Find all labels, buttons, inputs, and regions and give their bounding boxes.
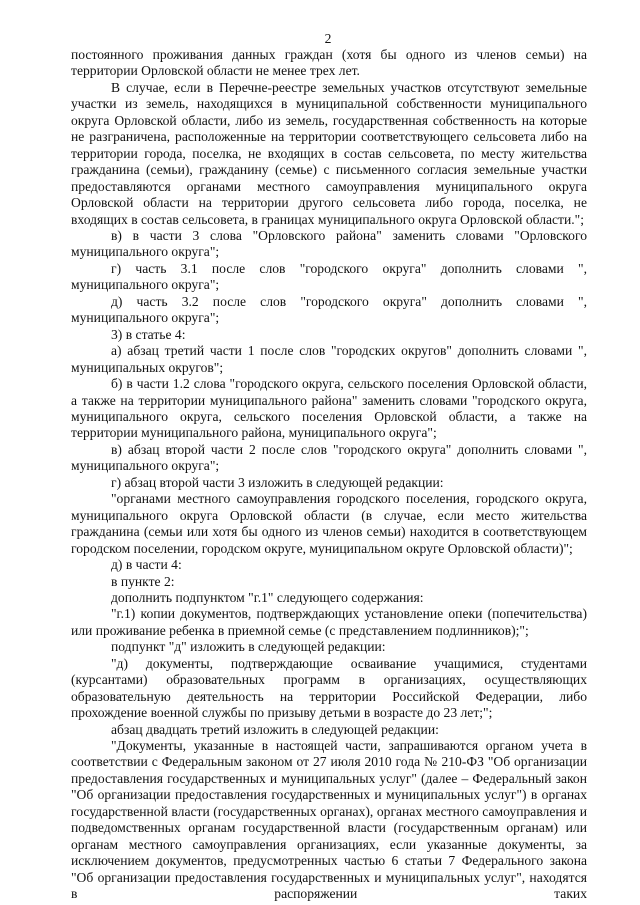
paragraph: "г.1) копии документов, подтверждающих установление опеки (попечительства) или проживание ребенка в приемной семье (с представлением подлинников);";	[71, 606, 587, 638]
paragraph: "Документы, указанные в настоящей части, запрашиваются органом учета в соответствии с Федеральным законом от 27 июля 2010 года № 210-ФЗ "Об организации предоставления государственных и муниципальных услуг" (далее – Федеральный закон "Об организации предоставления государственных и муниципальных услуг") в органах государственной власти (государственных органах), органах местного самоуправления и подведомственных органам государственной власти (государственным органам) или органам местного самоуправления организациях, если указанные документы, за исключением документов, предусмотренных частью 6 статьи 7 Федерального закона "Об организации предоставления государственных и муниципальных услуг", находятся в распоряжении таких	[71, 738, 587, 902]
paragraph: абзац двадцать третий изложить в следующей редакции:	[111, 721, 439, 737]
page-number: 2	[324, 31, 332, 46]
paragraph: д) часть 3.2 после слов "городского округа" дополнить словами ", муниципального округа";	[71, 293, 587, 326]
paragraph: б) в части 1.2 слова "городского округа, сельского поселения Орловской области, а также на территории муниципального района" заменить словами "городского округа, муниципального округа, сельского поселения Орловской области, а также на территории муниципального района, муниципального округа";	[71, 376, 587, 441]
paragraph: в пункте 2:	[111, 573, 175, 589]
paragraph: подпункт "д" изложить в следующей редакции:	[111, 639, 386, 655]
paragraph: В случае, если в Перечне-реестре земельных участков отсутствуют земельные участки из земель, находящихся в муниципальной собственности муниципального округа Орловской области, либо из земель, государственная собственность на которые не разграничена, расположенные на территории соответствующего сельсовета либо на территории города, поселка, не входящих в состав сельсовета, по месту жительства гражданина (семьи), гражданину (семье) с письменного согласия земельные участки предоставляются органами местного самоуправления муниципального округа Орловской области на территории другого сельсовета либо города, поселка, не входящих в состав сельсовета, в границах муниципального округа Орловской области.";	[71, 79, 587, 227]
paragraph: в) в части 3 слова "Орловского района" заменить словами "Орловского муниципального округа";	[71, 227, 587, 260]
paragraph: "органами местного самоуправления городского поселения, городского округа, муниципального округа Орловской области (в случае, если место жительства гражданина (семьи или хотя бы одного из членов семьи) находится в соответствующем городском поселении, городском округе, муниципальном округе Орловской области)";	[71, 491, 587, 556]
paragraph: в) абзац второй части 2 после слов "городского округа" дополнить словами ", муниципального округа";	[71, 441, 587, 474]
body-text	[71, 47, 587, 903]
paragraph: д) в части 4:	[111, 557, 182, 573]
paragraph: дополнить подпунктом "г.1" следующего содержания:	[111, 589, 424, 605]
paragraph: г) часть 3.1 после слов "городского округа" дополнить словами ", муниципального округа";	[71, 260, 587, 293]
paragraph: г) абзац второй части 3 изложить в следующей редакции:	[111, 474, 444, 490]
paragraph: "д) документы, подтверждающие осваивание учащимися, студентами (курсантами) образовательных программ в организациях, осуществляющих образовательную деятельность на территории Российской Федерации, либо прохождение военной службы по призыву детьми в возрасте до 23 лет;";	[71, 655, 587, 721]
paragraph: а) абзац третий части 1 после слов "городских округов" дополнить словами ", муниципальных округов";	[71, 343, 587, 375]
paragraph: постоянного проживания данных граждан (хотя бы одного из членов семьи) на территории Орловской области не менее трех лет.	[71, 47, 587, 79]
paragraph: 3) в статье 4:	[111, 326, 186, 342]
